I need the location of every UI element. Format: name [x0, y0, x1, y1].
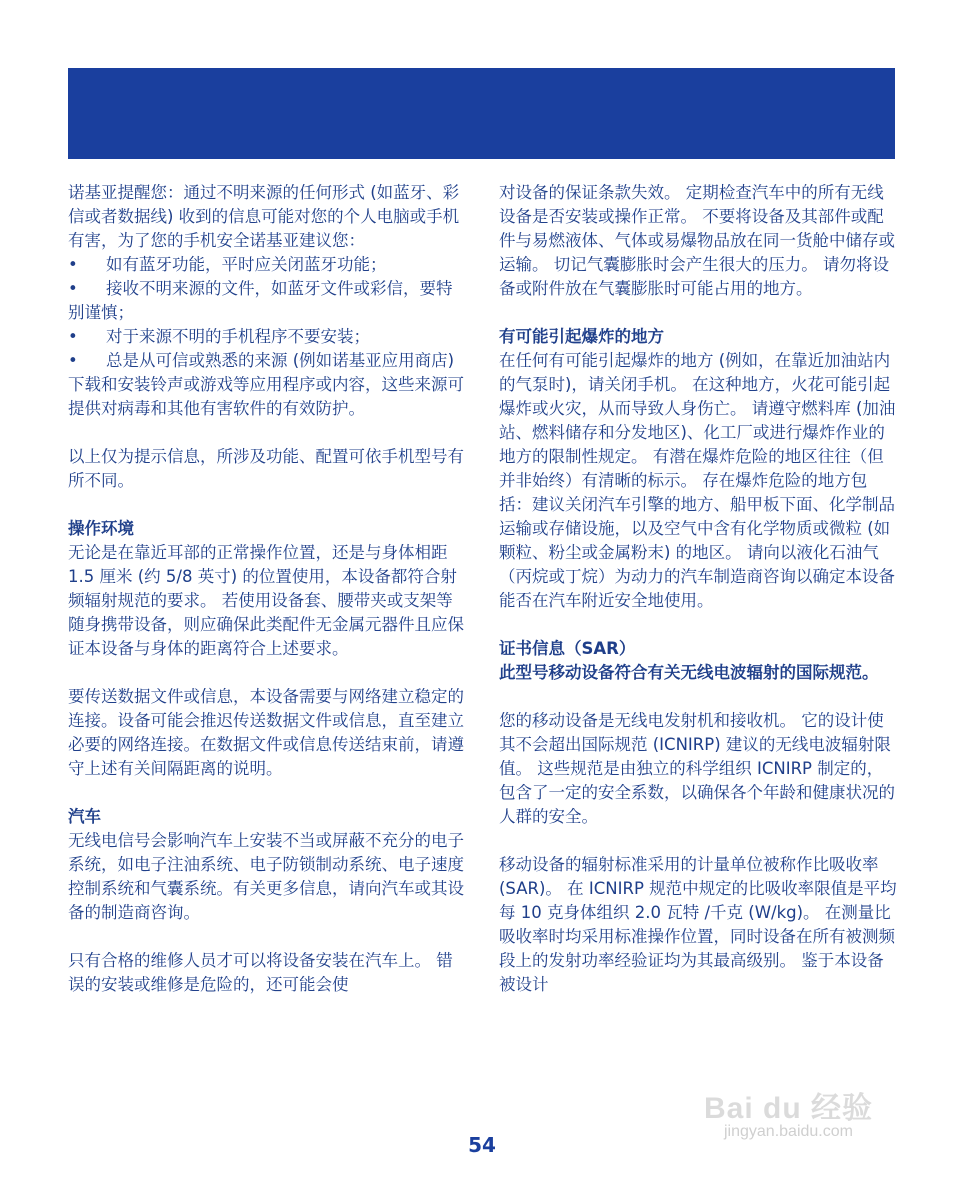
- watermark: [704, 1083, 904, 1153]
- header-band: [68, 68, 895, 159]
- intro-paragraph: 诺基亚提醒您：通过不明来源的任何形式 (如蓝牙、彩信或者数据线) 收到的信息可能对您的个人电脑或手机有害，为了您的手机安全诺基亚建议您：: [68, 183, 460, 250]
- page-number: 54: [468, 1133, 496, 1157]
- env-heading: 操作环境: [68, 519, 134, 538]
- bullet-item: • 如有蓝牙功能，平时应关闭蓝牙功能；: [68, 253, 466, 277]
- watermark-url: jingyan.baidu.com: [724, 1123, 853, 1140]
- sar-paragraph-1: 您的移动设备是无线电发射机和接收机。 它的设计使其不会超出国际规范 (ICNIRP) 建议的无线电波辐射限值。 这些规范是由独立的科学组织 ICNIRP 制定的，包含了一定的安全系数，以确保各个年龄和健康状况的人群的安全。: [499, 711, 895, 826]
- bullet-icon: •: [68, 327, 78, 346]
- car-continued-paragraph: 对设备的保证条款失效。 定期检查汽车中的所有无线设备是否安装或操作正常。 不要将设备及其部件或配件与易燃液体、气体或易爆物品放在同一货舱中储存或运输。 切记气囊膨胀时会产生很大的压力。 请勿将设备或附件放在气囊膨胀时可能占用的地方。: [499, 183, 895, 298]
- note-paragraph: 以上仅为提示信息，所涉及功能、配置可依手机型号有所不同。: [68, 447, 464, 490]
- left-column: [68, 181, 466, 997]
- explosive-paragraph: 在任何有可能引起爆炸的地方 (例如，在靠近加油站内的气泵时)，请关闭手机。 在这种地方，火花可能引起爆炸或火灾，从而导致人身伤亡。 请遵守燃料库 (加油站、燃料储存和分发地区)、化工厂或进行爆炸作业的地方的限制性规定。 有潜在爆炸危险的地区往往（但并非始终）有清晰的标示。 存在爆炸危险的地方包括：建议关闭汽车引擎的地方、船甲板下面、化学制品运输或存储设施，以及空气中含有化学物质或微粒 (如颗粒、粉尘或金属粉末) 的地区。 请向以液化石油气（丙烷或丁烷）为动力的汽车制造商咨询以确定本设备能否在汽车附近安全地使用。: [499, 351, 896, 610]
- data-transfer-paragraph: 要传送数据文件或信息，本设备需要与网络建立稳定的连接。设备可能会推迟传送数据文件或信息，直至建立必要的网络连接。在数据文件或信息传送结束前，请遵守上述有关间隔距离的说明。: [68, 687, 464, 778]
- watermark-logo-icon: Bai du 经验: [704, 1092, 874, 1125]
- sar-subheading: 此型号移动设备符合有关无线电波辐射的国际规范。: [499, 663, 879, 682]
- sar-paragraph-2: 移动设备的辐射标准采用的计量单位被称作比吸收率 (SAR)。 在 ICNIRP 规范中规定的比吸收率限值是平均每 10 克身体组织 2.0 瓦特 /千克 (W/kg)。 在测量比吸收率时均采用标准操作位置，同时设备在所有被测频段上的发射功率经验证均为其最高级别。 鉴于本设备被设计: [499, 855, 897, 994]
- car-paragraph: 无线电信号会影响汽车上安装不当或屏蔽不充分的电子系统，如电子注油系统、电子防锁制动系统、电子速度控制系统和气囊系统。有关更多信息，请向汽车或其设备的制造商咨询。: [68, 831, 464, 922]
- car-heading: 汽车: [68, 807, 101, 826]
- repair-paragraph: 只有合格的维修人员才可以将设备安装在汽车上。 错误的安装或维修是危险的，还可能会使: [68, 951, 453, 994]
- right-column: [499, 181, 897, 997]
- bullet-item: • 接收不明来源的文件，如蓝牙文件或彩信，要特别谨慎；: [68, 279, 453, 322]
- bullet-icon: •: [68, 351, 78, 370]
- bullet-item: • 对于来源不明的手机程序不要安装；: [68, 325, 466, 349]
- explosive-heading: 有可能引起爆炸的地方: [499, 327, 664, 346]
- bullet-icon: •: [68, 255, 78, 274]
- bullet-icon: •: [68, 279, 78, 298]
- sar-heading: 证书信息（SAR）: [499, 639, 636, 658]
- bullet-item: • 总是从可信或熟悉的来源 (例如诺基亚应用商店) 下载和安装铃声或游戏等应用程序或内容，这些来源可提供对病毒和其他有害软件的有效防护。: [68, 351, 464, 418]
- env-paragraph: 无论是在靠近耳部的正常操作位置，还是与身体相距 1.5 厘米 (约 5/8 英寸) 的位置使用，本设备都符合射频辐射规范的要求。 若使用设备套、腰带夹或支架等随身携带设备，则应确保此类配件无金属元器件且应保证本设备与身体的距离符合上述要求。: [68, 543, 464, 658]
